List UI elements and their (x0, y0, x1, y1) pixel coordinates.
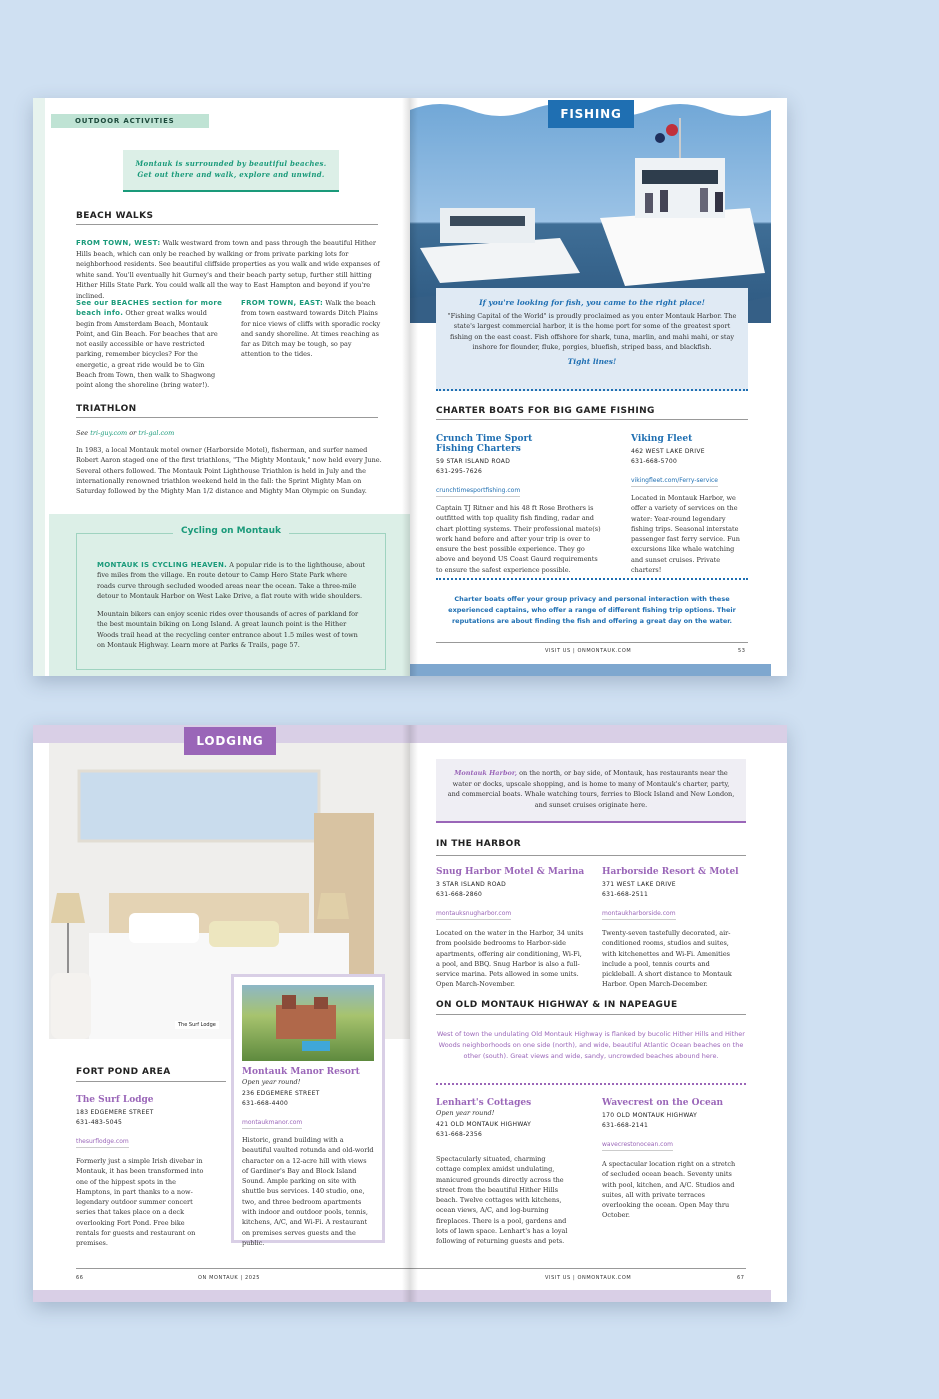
triathlon-heading: TRIATHLON (76, 404, 137, 414)
fishing-tab: FISHING (548, 100, 634, 128)
manor-illustration (242, 985, 374, 1061)
fishing-quote-box (436, 288, 748, 391)
cycling-body-1: MONTAUK IS CYCLING HEAVEN. A popular ride is to the lighthouse, about five miles from the village. En route detour to Camp Hero State Park where roads curve through secluded wooded areas near the ocean. Take a three-mile detour to Montauk Harbor on West Lake Drive, a flat route with wide shoulders. (97, 561, 366, 600)
montauk-manor-card: Montauk Manor Resort Open year round! 236 EDGEMERE STREET 631-668-4400 montaukmanor.com Historic, grand building with a beautiful vaulted rotunda and old-world character on a 12-acre hill with views of Gardiner's Bay and Block Island Sound. Ample parking on site with shuttle bus services. 140 studio, one, two, and three bedroom apartments with indoor and outdoor pools, tennis, kitchens, A/C, and Wi-Fi. A restaurant on premises serves guests and the public. (231, 974, 385, 1243)
wavy-divider (436, 578, 748, 580)
biz-name: Snug Harbor Motel & Marina (436, 867, 585, 877)
divider (76, 417, 378, 418)
left-page-53 (33, 98, 410, 676)
bottom-spread (33, 725, 787, 1302)
snug-harbor-listing: Snug Harbor Motel & Marina 3 STAR ISLAND ROAD 631-668-2860 montauksnugharbor.com Located on the water in the Harbor, 34 units from poolside bedrooms to Harbor-side apartments, offering air conditioning, Wi-Fi, a pool, and BBQ. Snug Harbor is also a full-service marina. Pets allowed in some units. Open March-November. (436, 867, 585, 989)
beach-walks-col2: FROM TOWN, EAST: Walk the beach from town eastward towards Ditch Plains for nice views of cliffs with sporadic rocky and sandy shoreline. At times reaching as far as Ditch may be tough, so pay attention to the tides. (241, 299, 381, 359)
wavy-divider (436, 1083, 746, 1085)
highway-note: West of town the undulating Old Montauk Highway is flanked by bucolic Hither Hills and Hither Woods neighborhoods on one side (north), and wide, beautiful Atlantic Ocean beaches on the other (south). Great views and wide, sandy, uncrowded beaches abound here. (437, 1030, 745, 1060)
page-number: 53 (738, 648, 746, 654)
harbor-intro: Montauk Harbor, on the north, or bay side, of Montauk, has restaurants near the water or docks, upscale shopping, and is home to many of Montauk's charter, party, and commercial boats. Whale watching tours, ferries to Block Island and New London, and sunset cruises originate here. (447, 769, 735, 809)
biz-name: Crunch Time Sport Fishing Charters (436, 434, 533, 454)
triathlon-body: In 1983, a local Montauk motel owner (Harborside Motel), fisherman, and surfer named Robert Aaron staged one of the first triathlons, "The Mighty Montauk," now held every June. Several others followed. The Montauk Point Lighthouse Triathlon is held in July and the internationally renowned triathlon weekend held in the fall: the Sprint Mighty Man on Saturday followed by the Mighty Man 1/2 distance and Mighty Man Olympic on Sunday. (76, 446, 382, 496)
footer-left: ON MONTAUK | 2025 (198, 1275, 261, 1281)
intro-box (123, 150, 339, 192)
charter-note: Charter boats offer your group privacy and personal interaction with these experienced captains, who offer a range of different fishing trip options. Their reputations are about finding the fish and offering a great day on the water. (448, 595, 736, 625)
manor-photo (242, 985, 374, 1061)
charter-heading: CHARTER BOATS FOR BIG GAME FISHING (436, 406, 655, 416)
harbor-heading: IN THE HARBOR (436, 839, 522, 849)
intro-text: Montauk is surrounded by beautiful beaches. Get out there and walk, explore and unwind. (135, 159, 327, 179)
tri-guy-link[interactable]: tri-guy.com (90, 429, 128, 437)
lenharts-listing: Lenhart's Cottages Open year round! 421 OLD MONTAUK HIGHWAY 631-668-2356 Spectacularly situated, charming cottage complex amidst undulating, manicured grounds directly across the street from the beautiful Hither Hills beach. Twelve cottages with kitchens, ocean views, A/C, and log-burning fireplaces. There is a pool, gardens and lots of lawn space. Lenhart's has a loyal following of returning guests and pets. (436, 1098, 586, 1247)
divider (410, 1268, 746, 1269)
biz-link[interactable]: montauksnugharbor.com (436, 909, 511, 920)
right-page-67 (410, 725, 787, 1302)
harbor-intro-box (436, 759, 746, 823)
quote-end: Tight lines! (567, 357, 617, 367)
section-tag: OUTDOOR ACTIVITIES (51, 114, 209, 128)
biz-link[interactable]: wavecrestonocean.com (602, 1140, 673, 1151)
biz-name: The Surf Lodge (76, 1095, 154, 1105)
triathlon-see: See tri-guy.com or tri-gal.com (76, 429, 175, 437)
bottom-band-right (410, 1290, 771, 1302)
beach-walks-col1: See our BEACHES section for more beach info. Other great walks would begin from Amsterdam Beach, Montauk Point, and Gin Beach. For beaches that are not easily accessible or have restricted parking, remember bicycles? For the energetic, a great ride would be to Gin Beach from Town, then walk to Shagwong point along the shoreline (bring water!). (76, 299, 223, 390)
top-spread (33, 98, 787, 676)
biz-name: Harborside Resort & Motel (602, 867, 739, 877)
biz-link[interactable]: montaukmanor.com (242, 1118, 302, 1129)
quote-title: If you're looking for fish, you came to the right place! (479, 298, 705, 307)
biz-name: Viking Fleet (631, 434, 693, 444)
bottom-band-left (33, 1290, 410, 1302)
lodging-tab: LODGING (184, 727, 276, 755)
divider (436, 1014, 746, 1015)
divider (436, 855, 746, 856)
page-number-right: 67 (737, 1275, 745, 1281)
cycling-body-2: Mountain bikers can enjoy scenic rides over thousands of acres of parkland for the best mountain biking on Long Island. A great launch point is the Hither Woods trail head at the recycling center entrance about 1.5 miles west of town on Montauk Highway. Learn more at Parks & Trails, page 57. (97, 610, 359, 649)
surf-lodge-listing: The Surf Lodge 183 EDGEMERE STREET 631-483-5045 thesurflodge.com Formerly just a simple Irish divebar in Montauk, it has been transformed into one of the hippest spots in the Hamptons, in part thanks to a now-legendary outdoor summer concert series that takes place on a deck overlooking Fort Pond. Free bike rentals for guests and restaurant on premises. (76, 1095, 216, 1249)
page-number-left: 66 (76, 1275, 84, 1281)
footer-right: VISIT US | ONMONTAUK.COM (545, 1275, 632, 1281)
charter-viking-fleet: Viking Fleet 462 WEST LAKE DRIVE 631-668-5700 vikingfleet.com/Ferry-service Located in Montauk Harbor, we offer a variety of services on the water: Year-round legendary fishing trips. Seasonal interstate passenger fast ferry service. Fun excursions like whale watching and sunset cruises. Private charters! (631, 434, 751, 575)
divider (76, 1268, 410, 1269)
biz-link[interactable]: vikingfleet.com/Ferry-service (631, 476, 718, 487)
biz-name: Montauk Manor Resort (242, 1067, 360, 1077)
charter-crunch-time: Crunch Time Sport Fishing Charters 59 STAR ISLAND ROAD 631-295-7626 crunchtimesportfishing.com Captain TJ Ritner and his 48 ft Rose Brothers is outfitted with top quality fish finding, radar and chart plotting systems. Their professional mate(s) work hand before and after your trip is over to ensure the best possible experience. They go above and beyond US Coast Gaurd requirements to ensure the safest experience possible. (436, 434, 601, 574)
divider (76, 224, 378, 225)
right-page-fishing (410, 98, 787, 676)
left-page-66 (33, 725, 410, 1302)
harborside-listing: Harborside Resort & Motel 371 WEST LAKE DRIVE 631-668-2511 montaukharborside.com Twenty-seven tastefully decorated, air-conditioned rooms, studios and suites, with kitchenettes and Wi-Fi. Amenities include a pool, tennis courts and pickleball. A short distance to Montauk Harbor. Open March-December. (602, 867, 746, 990)
highway-heading: ON OLD MONTAUK HIGHWAY & IN NAPEAGUE (436, 1000, 678, 1010)
beach-walks-body: FROM TOWN, WEST: Walk westward from town and pass through the beautiful Hither Hills beach, which can only be reached by walking or from private parking lots for neighborhood residents. See beautiful cliffside properties as you walk and wide expanses of white sand. You'll eventually hit Gurney's and their beach party setup, further still hitting Hither Hills State Park. You could walk all the way to East Hampton and beyond if you're inclined. (76, 239, 380, 300)
footer-text: VISIT US | ONMONTAUK.COM (545, 648, 632, 654)
cycling-title: Cycling on Montauk (173, 526, 289, 536)
biz-name: Lenhart's Cottages (436, 1098, 532, 1108)
biz-link[interactable]: crunchtimesportfishing.com (436, 486, 520, 497)
biz-link[interactable]: thesurflodge.com (76, 1137, 129, 1148)
bottom-band (410, 664, 771, 676)
quote-body: "Fishing Capital of the World" is proudly proclaimed as you enter Montauk Harbor. The state's largest commercial harbor, it is the home port for some of the greatest sport fishing on the east coast. Fish offshore for shark, tuna, marlin, and mahi mahi, or stay inshore for flounder, fluke, porgies, bluefish, striped bass, and blackfish. (447, 312, 737, 351)
fort-pond-heading: FORT POND AREA (76, 1067, 171, 1077)
biz-name: Wavecrest on the Ocean (602, 1098, 724, 1108)
divider (436, 642, 748, 643)
photo-caption: The Surf Lodge (175, 1021, 219, 1029)
wavecrest-listing: Wavecrest on the Ocean 170 OLD MONTAUK HIGHWAY 631-668-2141 wavecrestonocean.com A spectacular location right on a stretch of secluded ocean beach. Seventy units with pool, kitchen, and A/C. Studios and suites, all with private terraces overlooking the ocean. Open May thru October. (602, 1098, 746, 1221)
divider (436, 419, 748, 420)
divider (76, 1081, 226, 1082)
beach-walks-heading: BEACH WALKS (76, 211, 154, 221)
lavender-band-top (410, 725, 787, 743)
tri-gal-link[interactable]: tri-gal.com (138, 429, 175, 437)
biz-link[interactable]: montaukharborside.com (602, 909, 676, 920)
